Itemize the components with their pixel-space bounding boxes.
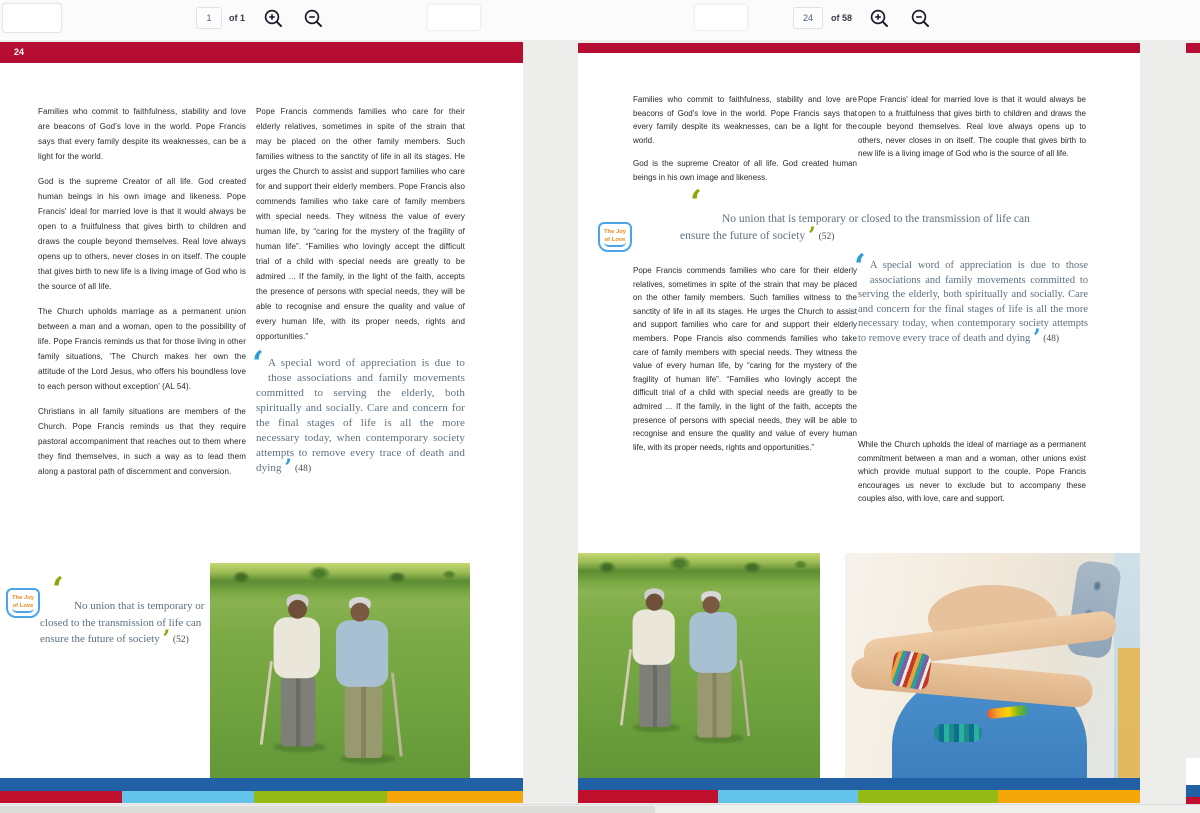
pull-quote-48 [854, 247, 1088, 351]
joy-of-love-logo [6, 588, 40, 618]
paragraph: Pope Francis commends families who care for their elderly relatives, sometimes in spite of the strain that may be placed on the other family members. Such families witness to the sanctity of life in all its stages. He urges the Church to assist and support families who care for and support their elderly members. Pope Francis also commends families who take care of family members with special needs. They witness the value of every human life, by “caring for the mystery of the fragility of human life”. “Families who lovingly accept the difficult trial of a child with special needs are greatly to be admired ... If the family, in the light of the faith, accepts the presence of persons with special needs, they will be able to recognise and ensure the quality and value of every human life, with its proper needs, rights and opportunities.” [633, 266, 857, 452]
left-page-header-bar [0, 42, 523, 63]
pull-quote-52-text: No union that is temporary or closed to the transmission of life can ensure the future of society [40, 600, 205, 645]
background-chair [1118, 648, 1140, 779]
open-quote-icon: ‘ [854, 247, 866, 287]
left-zoom-in-icon[interactable] [263, 8, 285, 30]
pull-quote-52 [40, 598, 208, 652]
strip-lightblue [718, 790, 858, 803]
strip-orange [998, 790, 1140, 803]
paragraph: While the Church upholds the ideal of marriage as a permanent commitment between a man and a woman, other unions exist which provide mutual support to the couple. Pope Francis encourages us never to exclude but to accompany these couples also, with love, care and support. [858, 440, 1086, 504]
cane [739, 660, 750, 736]
woman-figure [633, 609, 675, 664]
man-figure [345, 685, 383, 758]
woman-figure [646, 594, 663, 611]
strip-red [1186, 797, 1200, 804]
pull-quote-48-text: A special word of appreciation is due to those associations and family movements committed to serving the elderly, both spiritually and socially. Care and concern for the final stages of life is all the more necessary today, when contemporary society attempts to remove every trace of death and dying [256, 357, 465, 474]
left-page-count-label: of 1 [229, 13, 246, 23]
close-quote-icon: ’ [808, 223, 816, 249]
photo-embrace [845, 553, 1140, 778]
footer-color-strip [0, 791, 523, 803]
paragraph: Pope Francis' ideal for married love is that it would always be open to a fruitfulness that gives birth to children and draws the couple beyond themselves. Real love always opens up to others, never closes in on itself. The couple that gives birth to new life is a living image of God who is the source of all life. [858, 95, 1086, 159]
next-page-sliver-header [1186, 43, 1200, 53]
logo-text: The Joy [603, 228, 627, 235]
viewer-toolbar [0, 0, 1200, 40]
left-page-number-badge: 24 [14, 47, 25, 57]
paragraph: Christians in all family situations are members of the Church. Pope Francis reminds us that they require pastoral accompaniment that reaches out to them where they find themselves, in such a way as to lead them along a pastoral path of discernment and conversion. [38, 407, 246, 476]
document-page-right [578, 43, 1140, 803]
logo-text: The Joy [11, 594, 35, 601]
quote-reference: (52) [172, 635, 189, 645]
right-page-count-label: of 58 [831, 13, 853, 23]
quote-reference: (48) [295, 464, 312, 474]
strip-orange [387, 791, 523, 803]
right-zoom-in-icon[interactable] [869, 8, 891, 30]
horizontal-scrollbar-thumb[interactable] [0, 806, 655, 813]
paragraph: Families who commit to faithfulness, stability and love are beacons of God's love in the world. Pope Francis says that every family despite its weaknesses, can be a light for the world. [633, 95, 857, 145]
paragraph: Families who commit to faithfulness, stability and love are beacons of God's love in the world. Pope Francis says that every family despite its weaknesses, can be a light for the world. [38, 107, 246, 161]
logo-text: of Love [12, 601, 34, 609]
paragraph: God is the supreme Creator of all life. God created human beings in his own image and likeness. [633, 159, 857, 182]
joy-of-love-logo [598, 222, 632, 252]
cane [620, 649, 632, 725]
close-quote-icon: ’ [284, 455, 293, 481]
man-figure [697, 672, 731, 738]
close-quote-icon: ’ [162, 626, 171, 652]
quote-reference: (52) [818, 232, 835, 242]
cane [391, 672, 403, 756]
pull-quote-48-text: A special word of appreciation is due to those associations and family movements committed to serving the elderly, both spiritually and socially. Care and concern for the final stages of life is all the more necessary today, when contemporary society attempts to remove every trace of death and dying [858, 260, 1088, 344]
pull-quote-52-text: No union that is temporary or closed to the transmission of life can ensure the future of society [680, 213, 1030, 242]
right-page-column-1-top [633, 93, 857, 195]
bracelets [890, 649, 933, 691]
strip-green [858, 790, 998, 803]
photo-elderly-couple [210, 563, 470, 789]
left-page-column-1 [38, 104, 246, 489]
footer-blue-bar [1186, 785, 1200, 797]
right-page-column-2-bottom [858, 438, 1086, 516]
man-figure [703, 596, 720, 613]
left-page-column-2 [252, 104, 465, 481]
man-figure [336, 620, 388, 687]
woman-figure [288, 600, 307, 619]
left-toolbar-input[interactable] [2, 3, 62, 33]
pull-quote-52 [680, 211, 1042, 249]
document-page-left [0, 42, 523, 803]
woman-figure [281, 677, 316, 747]
right-page-header-bar [578, 43, 1140, 53]
left-page-number-input[interactable] [196, 7, 222, 29]
strip-green [254, 791, 387, 803]
open-quote-icon: ‘ [252, 344, 264, 384]
left-toolbar-secondary-box[interactable] [427, 4, 481, 31]
right-toolbar-secondary-box[interactable] [694, 4, 748, 31]
quote-reference: (48) [1043, 333, 1060, 344]
open-quote-icon: ‘ [690, 183, 702, 223]
paragraph: The Church upholds marriage as a permanent union between a man and a woman, open to the possibility of life. Pope Francis reminds us that for those living in other family situations, ‘The Church makes her own the attitude of the Lord Jesus, who offers his boundless love to each person without exception’ (AL 54). [38, 307, 246, 391]
logo-text: of Love [604, 235, 626, 243]
couple-figures [622, 591, 767, 778]
next-page-sliver [1186, 758, 1200, 804]
strip-red [578, 790, 718, 803]
man-figure [689, 612, 737, 673]
paragraph: Pope Francis commends families who care for their elderly relatives, sometimes in spite of the strain that may be placed on the other family members. Such families witness to the sanctity of life in all its stages. He urges the Church to assist and support families who care for and support their elderly members. Pope Francis also commends families who take care of family members with special needs. They witness the value of every human life, by “caring for the mystery of the fragility of human life”. “Families who lovingly accept the difficult trial of a child with special needs are greatly to be admired ... If the family, in the light of the faith, accepts the presence of persons with special needs, they will be able to recognise and ensure the quality and value of every human life, with its proper needs, rights and opportunities.” [256, 107, 465, 341]
cane [260, 661, 273, 745]
horizontal-scrollbar[interactable] [0, 804, 1200, 813]
couple-figures [262, 597, 422, 789]
right-page-column-2-top [858, 93, 1086, 171]
right-page-column-1-bottom [633, 264, 857, 464]
pull-quote-48 [252, 344, 465, 481]
right-zoom-out-icon[interactable] [910, 8, 932, 30]
woman-figure [639, 664, 671, 727]
photo-elderly-couple [578, 553, 820, 778]
paragraph: God is the supreme Creator of all life. God created human beings in his own image and likeness. Pope Francis' ideal for married love is that it would always be open to a fruitfulness that gives birth to children and draws the couple beyond themselves. Real love always opens up to others, never closes in on itself. The couple that gives birth to new life is a living image of God who is the source of all life. [38, 177, 246, 291]
footer-blue-bar [0, 778, 523, 791]
right-page-number-input[interactable] [793, 7, 823, 29]
footer-blue-bar [578, 778, 1140, 790]
close-quote-icon: ’ [1032, 324, 1041, 351]
bracelets [934, 724, 982, 742]
strip-lightblue [122, 791, 254, 803]
strip-red [0, 791, 122, 803]
left-zoom-out-icon[interactable] [303, 8, 325, 30]
man-figure [350, 603, 369, 622]
footer-color-strip [578, 790, 1140, 803]
open-quote-icon: ‘ [52, 570, 64, 610]
woman-figure [274, 617, 320, 678]
